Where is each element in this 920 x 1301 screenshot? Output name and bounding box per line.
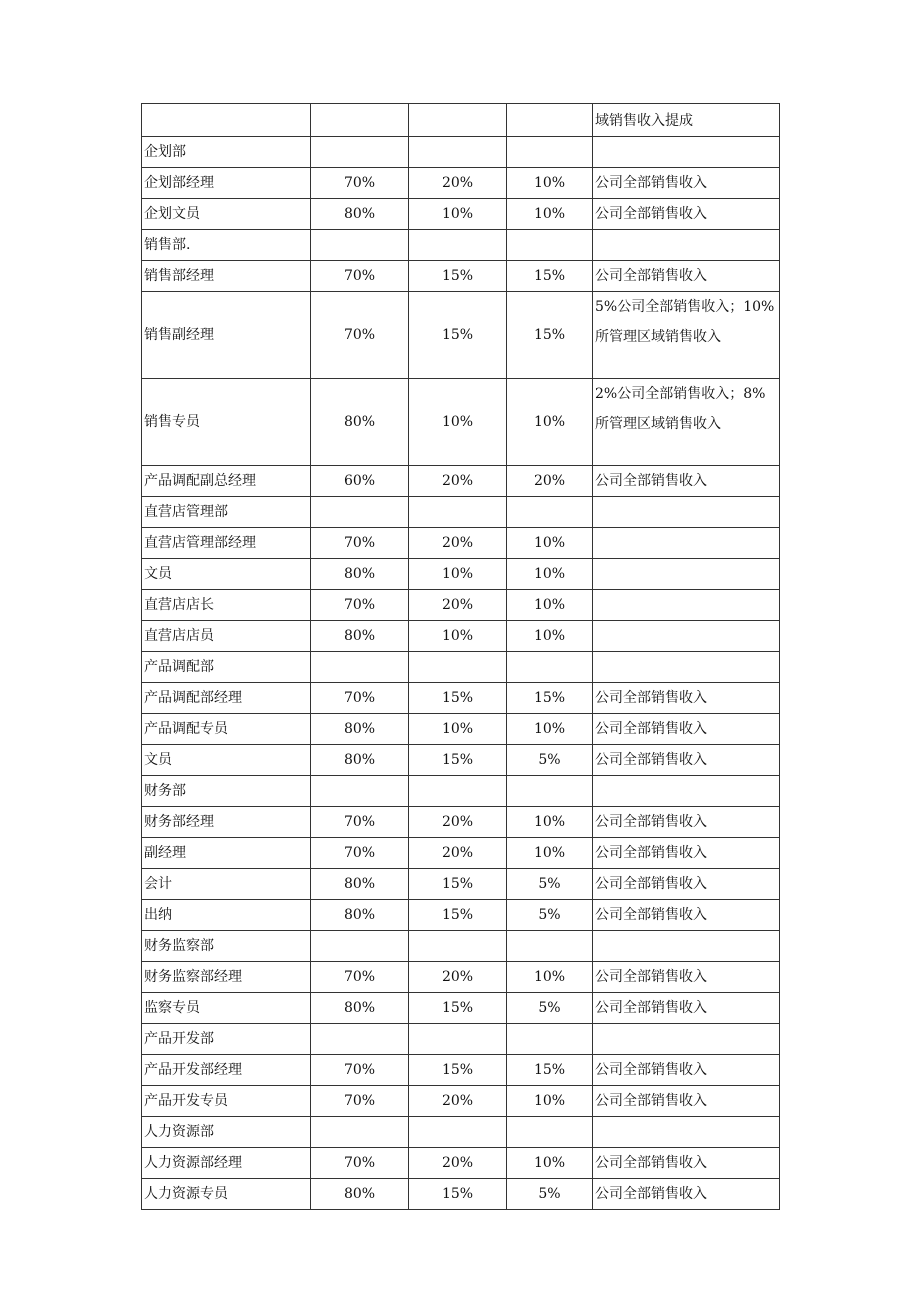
- commission-basis: 公司全部销售收入: [593, 466, 780, 497]
- header-cell-b: [409, 104, 507, 137]
- ratio-c: 5%: [507, 900, 593, 931]
- ratio-b: 20%: [409, 1086, 507, 1117]
- ratio-a: [311, 137, 409, 168]
- department-row: [142, 1024, 780, 1055]
- position-name: 企划文员: [142, 199, 311, 230]
- ratio-a: 70%: [311, 1055, 409, 1086]
- ratio-b: 15%: [409, 1055, 507, 1086]
- commission-basis: 2%公司全部销售收入；8%所管理区域销售收入: [593, 379, 780, 466]
- department-row: [142, 230, 780, 261]
- ratio-c: 10%: [507, 714, 593, 745]
- table-row: [142, 745, 780, 776]
- position-name: 财务部经理: [142, 807, 311, 838]
- table-row: [142, 838, 780, 869]
- table-row: [142, 1055, 780, 1086]
- ratio-a: [311, 1117, 409, 1148]
- ratio-c: 15%: [507, 1055, 593, 1086]
- ratio-b: 20%: [409, 838, 507, 869]
- position-name: 副经理: [142, 838, 311, 869]
- ratio-b: 15%: [409, 900, 507, 931]
- commission-basis: [593, 776, 780, 807]
- header-row-tail: [142, 104, 780, 137]
- table-row: [142, 683, 780, 714]
- commission-basis: 公司全部销售收入: [593, 683, 780, 714]
- department-name: 产品调配部: [142, 652, 311, 683]
- commission-basis: 公司全部销售收入: [593, 807, 780, 838]
- ratio-a: 80%: [311, 559, 409, 590]
- header-basis-tail: 域销售收入提成: [593, 104, 780, 137]
- position-name: 文员: [142, 745, 311, 776]
- ratio-b: 10%: [409, 621, 507, 652]
- ratio-b: 20%: [409, 807, 507, 838]
- ratio-c: 10%: [507, 1148, 593, 1179]
- commission-basis: 公司全部销售收入: [593, 714, 780, 745]
- ratio-c: [507, 931, 593, 962]
- department-row: [142, 931, 780, 962]
- commission-basis: [593, 1117, 780, 1148]
- ratio-a: 70%: [311, 292, 409, 379]
- ratio-a: 70%: [311, 962, 409, 993]
- department-name: 人力资源部: [142, 1117, 311, 1148]
- position-name: 销售副经理: [142, 292, 311, 379]
- ratio-b: 15%: [409, 683, 507, 714]
- commission-basis: 公司全部销售收入: [593, 261, 780, 292]
- table-row: [142, 1148, 780, 1179]
- ratio-b: 15%: [409, 261, 507, 292]
- table-row: [142, 900, 780, 931]
- commission-basis: 公司全部销售收入: [593, 962, 780, 993]
- ratio-c: 10%: [507, 528, 593, 559]
- ratio-b: 15%: [409, 993, 507, 1024]
- ratio-a: 70%: [311, 807, 409, 838]
- ratio-c: 10%: [507, 1086, 593, 1117]
- position-name: 人力资源专员: [142, 1179, 311, 1210]
- ratio-c: 10%: [507, 199, 593, 230]
- ratio-c: [507, 137, 593, 168]
- ratio-b: [409, 137, 507, 168]
- commission-basis: [593, 559, 780, 590]
- commission-basis: [593, 1024, 780, 1055]
- ratio-c: 10%: [507, 559, 593, 590]
- commission-basis: [593, 652, 780, 683]
- commission-basis: [593, 230, 780, 261]
- position-name: 销售专员: [142, 379, 311, 466]
- position-name: 直营店管理部经理: [142, 528, 311, 559]
- table-row: [142, 590, 780, 621]
- ratio-c: 5%: [507, 869, 593, 900]
- ratio-a: 60%: [311, 466, 409, 497]
- commission-basis: [593, 497, 780, 528]
- position-name: 销售部经理: [142, 261, 311, 292]
- table-row: [142, 559, 780, 590]
- commission-basis: [593, 621, 780, 652]
- commission-basis: 公司全部销售收入: [593, 199, 780, 230]
- ratio-b: [409, 497, 507, 528]
- commission-basis: [593, 528, 780, 559]
- department-row: [142, 652, 780, 683]
- ratio-a: [311, 230, 409, 261]
- ratio-c: [507, 776, 593, 807]
- position-name: 监察专员: [142, 993, 311, 1024]
- ratio-b: [409, 1117, 507, 1148]
- ratio-a: 70%: [311, 528, 409, 559]
- table-row: [142, 466, 780, 497]
- table-row: [142, 1179, 780, 1210]
- ratio-c: 15%: [507, 683, 593, 714]
- ratio-c: 10%: [507, 168, 593, 199]
- ratio-c: [507, 652, 593, 683]
- commission-table: [141, 103, 780, 1210]
- ratio-c: 10%: [507, 962, 593, 993]
- position-name: 直营店店长: [142, 590, 311, 621]
- ratio-c: 10%: [507, 807, 593, 838]
- table-row: [142, 869, 780, 900]
- table-row: [142, 807, 780, 838]
- department-name: 直营店管理部: [142, 497, 311, 528]
- ratio-a: 80%: [311, 900, 409, 931]
- position-name: 产品调配部经理: [142, 683, 311, 714]
- ratio-a: [311, 776, 409, 807]
- ratio-b: [409, 230, 507, 261]
- header-cell-name: [142, 104, 311, 137]
- ratio-b: 20%: [409, 1148, 507, 1179]
- ratio-b: 15%: [409, 745, 507, 776]
- commission-basis: 公司全部销售收入: [593, 1055, 780, 1086]
- commission-basis: 公司全部销售收入: [593, 900, 780, 931]
- department-row: [142, 1117, 780, 1148]
- department-row: [142, 137, 780, 168]
- ratio-a: 70%: [311, 590, 409, 621]
- ratio-b: 10%: [409, 559, 507, 590]
- ratio-b: [409, 1024, 507, 1055]
- ratio-b: 20%: [409, 962, 507, 993]
- ratio-b: 20%: [409, 466, 507, 497]
- ratio-c: 10%: [507, 590, 593, 621]
- ratio-a: [311, 497, 409, 528]
- table-row: [142, 714, 780, 745]
- ratio-a: 80%: [311, 621, 409, 652]
- commission-table-body: [142, 104, 780, 1210]
- ratio-a: [311, 652, 409, 683]
- ratio-c: [507, 1024, 593, 1055]
- ratio-b: [409, 652, 507, 683]
- commission-basis: 公司全部销售收入: [593, 1148, 780, 1179]
- commission-basis: 公司全部销售收入: [593, 838, 780, 869]
- commission-basis: [593, 931, 780, 962]
- department-name: 产品开发部: [142, 1024, 311, 1055]
- commission-basis: 公司全部销售收入: [593, 993, 780, 1024]
- commission-basis: 公司全部销售收入: [593, 745, 780, 776]
- ratio-c: 5%: [507, 745, 593, 776]
- ratio-b: 20%: [409, 528, 507, 559]
- position-name: 产品开发部经理: [142, 1055, 311, 1086]
- table-row: [142, 621, 780, 652]
- ratio-b: 15%: [409, 292, 507, 379]
- ratio-b: [409, 931, 507, 962]
- ratio-c: 10%: [507, 379, 593, 466]
- position-name: 产品开发专员: [142, 1086, 311, 1117]
- commission-basis: 公司全部销售收入: [593, 168, 780, 199]
- ratio-a: [311, 1024, 409, 1055]
- ratio-a: 70%: [311, 168, 409, 199]
- ratio-a: [311, 931, 409, 962]
- ratio-c: 5%: [507, 993, 593, 1024]
- department-row: [142, 776, 780, 807]
- ratio-c: [507, 497, 593, 528]
- ratio-a: 80%: [311, 745, 409, 776]
- table-row: [142, 1086, 780, 1117]
- ratio-b: 10%: [409, 379, 507, 466]
- ratio-b: 20%: [409, 590, 507, 621]
- position-name: 会计: [142, 869, 311, 900]
- department-row: [142, 497, 780, 528]
- ratio-c: 20%: [507, 466, 593, 497]
- commission-basis: 公司全部销售收入: [593, 1086, 780, 1117]
- ratio-b: [409, 776, 507, 807]
- position-name: 文员: [142, 559, 311, 590]
- ratio-a: 80%: [311, 714, 409, 745]
- position-name: 产品调配副总经理: [142, 466, 311, 497]
- position-name: 直营店店员: [142, 621, 311, 652]
- ratio-c: [507, 230, 593, 261]
- table-row: [142, 261, 780, 292]
- ratio-a: 80%: [311, 1179, 409, 1210]
- ratio-c: 15%: [507, 261, 593, 292]
- ratio-b: 15%: [409, 1179, 507, 1210]
- header-cell-c: [507, 104, 593, 137]
- ratio-a: 80%: [311, 379, 409, 466]
- ratio-a: 70%: [311, 1148, 409, 1179]
- position-name: 出纳: [142, 900, 311, 931]
- commission-basis: 5%公司全部销售收入；10%所管理区域销售收入: [593, 292, 780, 379]
- ratio-c: 10%: [507, 621, 593, 652]
- ratio-b: 10%: [409, 199, 507, 230]
- commission-basis: 公司全部销售收入: [593, 869, 780, 900]
- position-name: 产品调配专员: [142, 714, 311, 745]
- ratio-b: 20%: [409, 168, 507, 199]
- ratio-a: 70%: [311, 683, 409, 714]
- department-name: 财务部: [142, 776, 311, 807]
- table-row: [142, 962, 780, 993]
- table-row: [142, 168, 780, 199]
- ratio-a: 70%: [311, 261, 409, 292]
- commission-basis: 公司全部销售收入: [593, 1179, 780, 1210]
- table-row: [142, 379, 780, 466]
- table-row: [142, 292, 780, 379]
- ratio-c: [507, 1117, 593, 1148]
- ratio-c: 10%: [507, 838, 593, 869]
- ratio-c: 5%: [507, 1179, 593, 1210]
- table-row: [142, 199, 780, 230]
- position-name: 企划部经理: [142, 168, 311, 199]
- department-name: 财务监察部: [142, 931, 311, 962]
- ratio-c: 15%: [507, 292, 593, 379]
- position-name: 人力资源部经理: [142, 1148, 311, 1179]
- commission-basis: [593, 590, 780, 621]
- position-name: 财务监察部经理: [142, 962, 311, 993]
- table-row: [142, 528, 780, 559]
- ratio-a: 80%: [311, 199, 409, 230]
- header-cell-a: [311, 104, 409, 137]
- commission-basis: [593, 137, 780, 168]
- department-name: 企划部: [142, 137, 311, 168]
- department-name: 销售部.: [142, 230, 311, 261]
- ratio-b: 15%: [409, 869, 507, 900]
- table-row: [142, 993, 780, 1024]
- ratio-a: 80%: [311, 869, 409, 900]
- ratio-a: 70%: [311, 1086, 409, 1117]
- ratio-a: 70%: [311, 838, 409, 869]
- ratio-a: 80%: [311, 993, 409, 1024]
- ratio-b: 10%: [409, 714, 507, 745]
